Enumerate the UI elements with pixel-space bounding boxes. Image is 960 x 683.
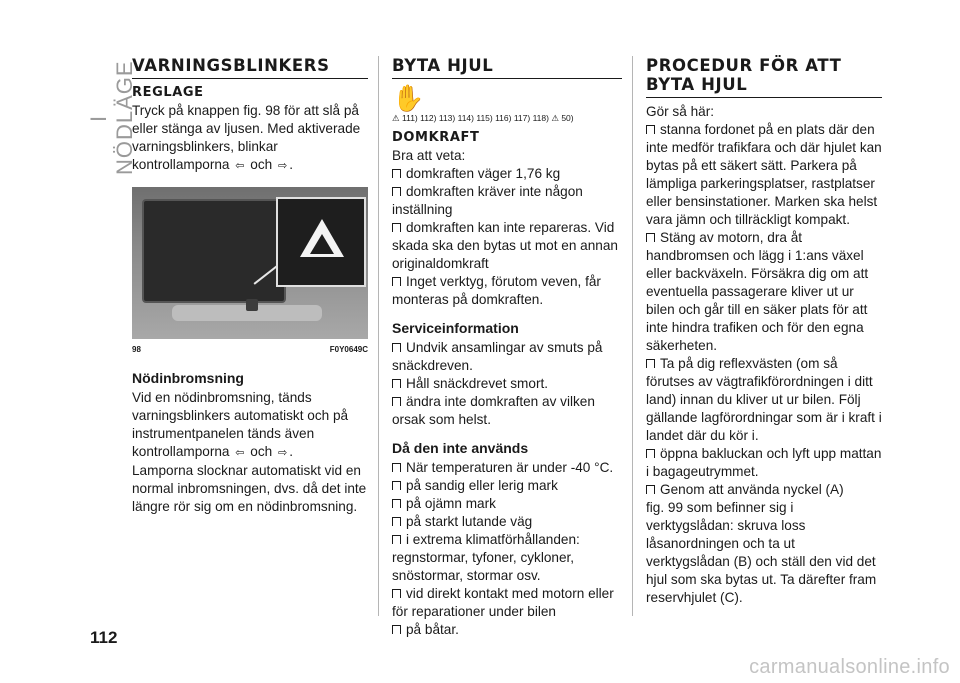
list-item	[392, 219, 622, 273]
list-item-text: När temperaturen är under -40 °C.	[406, 460, 614, 475]
list-item	[646, 229, 882, 355]
text: .	[289, 157, 293, 172]
bullet-icon	[392, 463, 401, 472]
section-tab: I NÖDLÄGE	[86, 60, 137, 176]
text: Vid en nödinbromsning, tänds varningsblinkers automatiskt och på instrumentpanelen tänds även kontrollamporna	[132, 390, 349, 459]
service-list	[392, 339, 622, 429]
bullet-icon	[646, 359, 655, 368]
bullet-icon	[646, 125, 655, 134]
dashboard-screen	[142, 199, 286, 303]
list-item-text: på ojämn mark	[406, 496, 496, 511]
bullet-icon	[392, 277, 401, 286]
list-item-text: på starkt lutande väg	[406, 514, 533, 529]
intro-text: Gör så här:	[646, 104, 714, 119]
list-item	[392, 495, 622, 513]
list-item-text: Inget verktyg, förutom veven, får monteras på domkraften.	[392, 274, 601, 307]
list-item	[392, 459, 622, 477]
turn-right-indicator-icon: ⇨	[277, 447, 288, 459]
paragraph: fig. 99 som befinner sig i verktygslådan: skruva loss låsanordningen och ta ut verktygslådan (B) och ställ den vid det hjul som ska bytas ut. Ta därefter fram reservhjulet (C).	[646, 500, 877, 605]
column-change-wheel	[392, 56, 622, 639]
bullet-icon	[646, 449, 655, 458]
list-item-text: öppna bakluckan och lyft upp mattan i bagageutrymmet.	[646, 446, 882, 479]
column-divider	[632, 56, 633, 616]
bullet-icon	[646, 485, 655, 494]
paragraph	[132, 389, 368, 462]
list-item	[392, 273, 622, 309]
paragraph	[132, 102, 368, 175]
text: Tryck på knappen fig. 98 för att slå på eller stänga av ljusen. Med aktiverade varningsblinkers, blinkar kontrollamporna	[132, 103, 361, 172]
text: .	[289, 444, 293, 459]
figure-code: F0Y0649C	[329, 345, 368, 354]
list-item-text: ändra inte domkraften av vilken orsak som helst.	[392, 394, 595, 427]
warning-references	[392, 85, 622, 125]
procedure-list	[646, 121, 882, 499]
list-item-text: Genom att använda nyckel (A)	[660, 482, 844, 497]
bullet-icon	[392, 517, 401, 526]
list-item-text: domkraften väger 1,76 kg	[406, 166, 561, 181]
bullet-icon	[392, 343, 401, 352]
list-item-text: på båtar.	[406, 622, 459, 637]
list-item-text: stanna fordonet på en plats där den inte medför trafikfara och där hjulet kan bytas på ett säkert sätt. Parkera på lämpliga parkeringsplatser, rastplatser eller bensinstationer. Marken ska helst vara jämn och tillräckligt kompakt.	[646, 122, 882, 227]
list-item-text: på sandig eller lerig mark	[406, 478, 558, 493]
section-title: BYTA HJUL	[392, 56, 622, 79]
page-number: 112	[90, 628, 118, 647]
column-divider	[378, 56, 379, 616]
bullet-icon	[392, 499, 401, 508]
text: och	[250, 444, 273, 459]
figure-caption	[132, 341, 368, 359]
subheading: Nödinbromsning	[132, 370, 244, 386]
list-item-text: Ta på dig reflexvästen (om så förutses av vägtrafikförordningen i ditt land) innan du kliver ut ur bilen. Följ gällande lagförordningar som är i kraft i landet där du kör i.	[646, 356, 882, 443]
bullet-icon	[392, 379, 401, 388]
column-hazard-lights	[132, 56, 368, 516]
list-item	[646, 481, 882, 499]
list-item	[646, 121, 882, 229]
not-used-list	[392, 459, 622, 639]
paragraph: Lamporna slocknar automatiskt vid en normal inbromsningen, dvs. då det inte längre rör sig om en nödinbromsning.	[132, 463, 367, 514]
list-item	[392, 531, 622, 585]
jack-facts-list	[392, 165, 622, 309]
figure-hazard-button	[132, 187, 368, 339]
subheading: Serviceinformation	[392, 320, 519, 336]
turn-right-indicator-icon: ⇨	[277, 160, 288, 172]
list-item	[646, 355, 882, 445]
list-item	[392, 165, 622, 183]
subsection-title: DOMKRAFT	[392, 130, 480, 145]
list-item-text: domkraften kan inte repareras. Vid skada ska den bytas ut mot en annan originaldomkraft	[392, 220, 618, 271]
figure-number: 98	[132, 345, 141, 354]
bullet-icon	[392, 223, 401, 232]
list-item	[392, 621, 622, 639]
hazard-button	[246, 299, 258, 311]
bullet-icon	[392, 589, 401, 598]
list-item-text: vid direkt kontakt med motorn eller för reparationer under bilen	[392, 586, 614, 619]
list-item	[392, 183, 622, 219]
section-title: VARNINGSBLINKERS	[132, 56, 368, 79]
note-triangle-icon: ⚠	[551, 113, 559, 123]
list-item	[646, 445, 882, 481]
bullet-icon	[392, 535, 401, 544]
list-item	[392, 585, 622, 621]
note-ref: 50)	[561, 113, 574, 123]
list-item-text: Håll snäckdrevet smort.	[406, 376, 549, 391]
bullet-icon	[392, 625, 401, 634]
hazard-zoom-inset	[276, 197, 366, 287]
section-title: PROCEDUR FÖR ATT BYTA HJUL	[646, 56, 882, 98]
hand-warning-icon: ✋	[392, 83, 425, 113]
list-item-text: domkraften kräver inte någon inställning	[392, 184, 583, 217]
warning-ref-list: 111) 112) 113) 114) 115) 116) 117) 118)	[402, 113, 549, 123]
bullet-icon	[392, 397, 401, 406]
list-item	[392, 375, 622, 393]
watermark: carmanualsonline.info	[749, 656, 950, 678]
column-procedure	[646, 56, 882, 607]
bullet-icon	[392, 169, 401, 178]
turn-left-indicator-icon: ⇦	[235, 160, 245, 172]
turn-left-indicator-icon: ⇦	[235, 447, 245, 459]
list-item	[392, 393, 622, 429]
list-item	[392, 477, 622, 495]
list-item-text: Stäng av motorn, dra åt handbromsen och lägg i 1:ans växel eller backväxeln. Försäkra dig om att eventuella passagerare kliver ut ur bilen och går till en säker plats för att inte hindra trafiken och för den egna säkerheten.	[646, 230, 869, 353]
list-item-text: Undvik ansamlingar av smuts på snäckdreven.	[392, 340, 603, 373]
bullet-icon	[392, 481, 401, 490]
intro-text: Bra att veta:	[392, 148, 466, 163]
bullet-icon	[392, 187, 401, 196]
warning-triangle-icon: ⚠	[392, 113, 400, 123]
subsection-title: REGLAGE	[132, 85, 204, 100]
list-item	[392, 513, 622, 531]
hazard-triangle-inner	[310, 234, 334, 254]
text: och	[250, 157, 273, 172]
bullet-icon	[646, 233, 655, 242]
subheading: Då den inte används	[392, 440, 529, 456]
list-item	[392, 339, 622, 375]
list-item-text: i extrema klimatförhållanden: regnstormar, tyfoner, cykloner, snöstormar, stormar osv.	[392, 532, 580, 583]
